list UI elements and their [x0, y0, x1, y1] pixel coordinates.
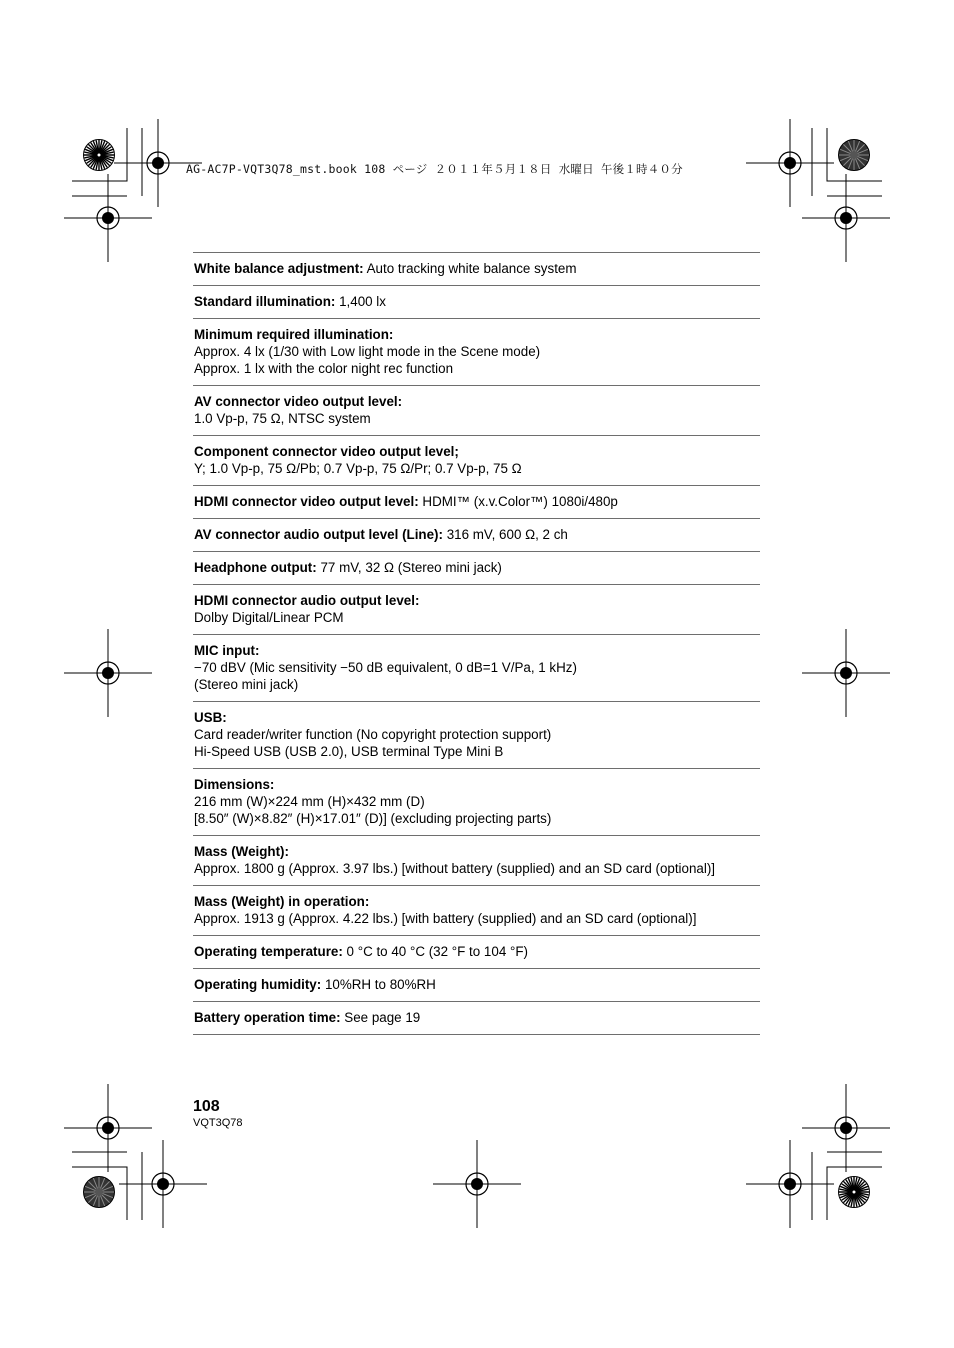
spec-heading-line — [194, 976, 760, 993]
spec-heading-line — [194, 493, 760, 510]
spec-value-line: Approx. 1800 g (Approx. 3.97 lbs.) [without battery (supplied) and an SD card (optional)] — [194, 861, 716, 876]
spec-label: Mass (Weight): — [194, 844, 289, 859]
document-code: VQT3Q78 — [193, 1117, 243, 1129]
spec-item — [193, 585, 760, 634]
book-file-header: AG-AC7P-VQT3Q78_mst.book 108 ページ ２０１１年５月１８日 水曜日 午後１時４０分 — [186, 162, 683, 176]
spec-label: White balance adjustment: — [194, 261, 364, 276]
spec-value-line: −70 dBV (Mic sensitivity −50 dB equivalent, 0 dB=1 V/Pa, 1 kHz) — [194, 660, 577, 675]
spec-value: Auto tracking white balance system — [363, 261, 577, 276]
spec-heading-line — [194, 326, 760, 343]
spec-heading-line — [194, 843, 760, 860]
spec-label: AV connector audio output level (Line): — [194, 527, 443, 542]
spec-value-line: 1.0 Vp-p, 75 Ω, NTSC system — [194, 411, 371, 426]
spec-item — [193, 436, 760, 485]
spec-item — [193, 552, 760, 584]
spec-heading-line — [194, 1009, 760, 1026]
spec-item — [193, 886, 760, 935]
spec-label: Headphone output: — [194, 560, 317, 575]
spec-heading-line — [194, 393, 760, 410]
spec-value: 77 mV, 32 Ω (Stereo mini jack) — [316, 560, 502, 575]
spec-heading-line — [194, 443, 760, 460]
spec-value-line: [8.50″ (W)×8.82″ (H)×17.01″ (D)] (excluding projecting parts) — [194, 811, 552, 826]
spec-item — [193, 486, 760, 518]
spec-item — [193, 936, 760, 968]
spec-item — [193, 386, 760, 435]
spec-value: 0 °C to 40 °C (32 °F to 104 °F) — [342, 944, 528, 959]
spec-heading-line — [194, 893, 760, 910]
spec-item — [193, 253, 760, 285]
spec-label: Operating temperature: — [194, 944, 343, 959]
spec-value: 1,400 lx — [335, 294, 386, 309]
spec-label: USB: — [194, 710, 227, 725]
spec-value-line: Dolby Digital/Linear PCM — [194, 610, 344, 625]
divider — [193, 1034, 760, 1035]
spec-item — [193, 969, 760, 1001]
spec-heading-line — [194, 776, 760, 793]
spec-item — [193, 635, 760, 701]
spec-value-line: Approx. 1913 g (Approx. 4.22 lbs.) [with battery (supplied) and an SD card (optional)] — [194, 911, 697, 926]
spec-value: 316 mV, 600 Ω, 2 ch — [442, 527, 568, 542]
spec-heading-line — [194, 709, 760, 726]
page-number: 108 — [193, 1098, 220, 1115]
spec-label: AV connector video output level: — [194, 394, 403, 409]
spec-label: Operating humidity: — [194, 977, 322, 992]
spec-heading-line — [194, 642, 760, 659]
spec-heading-line — [194, 526, 760, 543]
spec-label: HDMI connector video output level: — [194, 494, 419, 509]
spec-label: Dimensions: — [194, 777, 275, 792]
spec-label: HDMI connector audio output level: — [194, 593, 420, 608]
spec-value: See page 19 — [340, 1010, 421, 1025]
spec-item — [193, 519, 760, 551]
spec-item — [193, 1002, 760, 1034]
spec-value-line: Y; 1.0 Vp-p, 75 Ω/Pb; 0.7 Vp-p, 75 Ω/Pr; 0.7 Vp-p, 75 Ω — [194, 461, 522, 476]
spec-heading-line — [194, 260, 760, 277]
spec-item — [193, 836, 760, 885]
page-footer — [193, 1098, 243, 1130]
spec-label: Standard illumination: — [194, 294, 336, 309]
specifications-list — [193, 252, 760, 1035]
spec-item — [193, 319, 760, 385]
spec-value-line: 216 mm (W)×224 mm (H)×432 mm (D) — [194, 794, 425, 809]
spec-heading-line — [194, 293, 760, 310]
spec-label: Mass (Weight) in operation: — [194, 894, 370, 909]
spec-value-line: Card reader/writer function (No copyright protection support) — [194, 727, 552, 742]
spec-value-line: Approx. 1 lx with the color night rec function — [194, 361, 454, 376]
spec-label: MIC input: — [194, 643, 260, 658]
spec-value: 10%RH to 80%RH — [321, 977, 436, 992]
spec-label: Minimum required illumination: — [194, 327, 394, 342]
spec-value-line: Hi-Speed USB (USB 2.0), USB terminal Type Mini B — [194, 744, 504, 759]
spec-value-line: (Stereo mini jack) — [194, 677, 299, 692]
spec-value-line: Approx. 4 lx (1/30 with Low light mode in the Scene mode) — [194, 344, 541, 359]
spec-heading-line — [194, 559, 760, 576]
spec-value: HDMI™ (x.v.Color™) 1080i/480p — [418, 494, 618, 509]
spec-heading-line — [194, 592, 760, 609]
spec-heading-line — [194, 943, 760, 960]
spec-label: Component connector video output level; — [194, 444, 459, 459]
spec-label: Battery operation time: — [194, 1010, 341, 1025]
spec-item — [193, 769, 760, 835]
spec-item — [193, 286, 760, 318]
spec-item — [193, 702, 760, 768]
